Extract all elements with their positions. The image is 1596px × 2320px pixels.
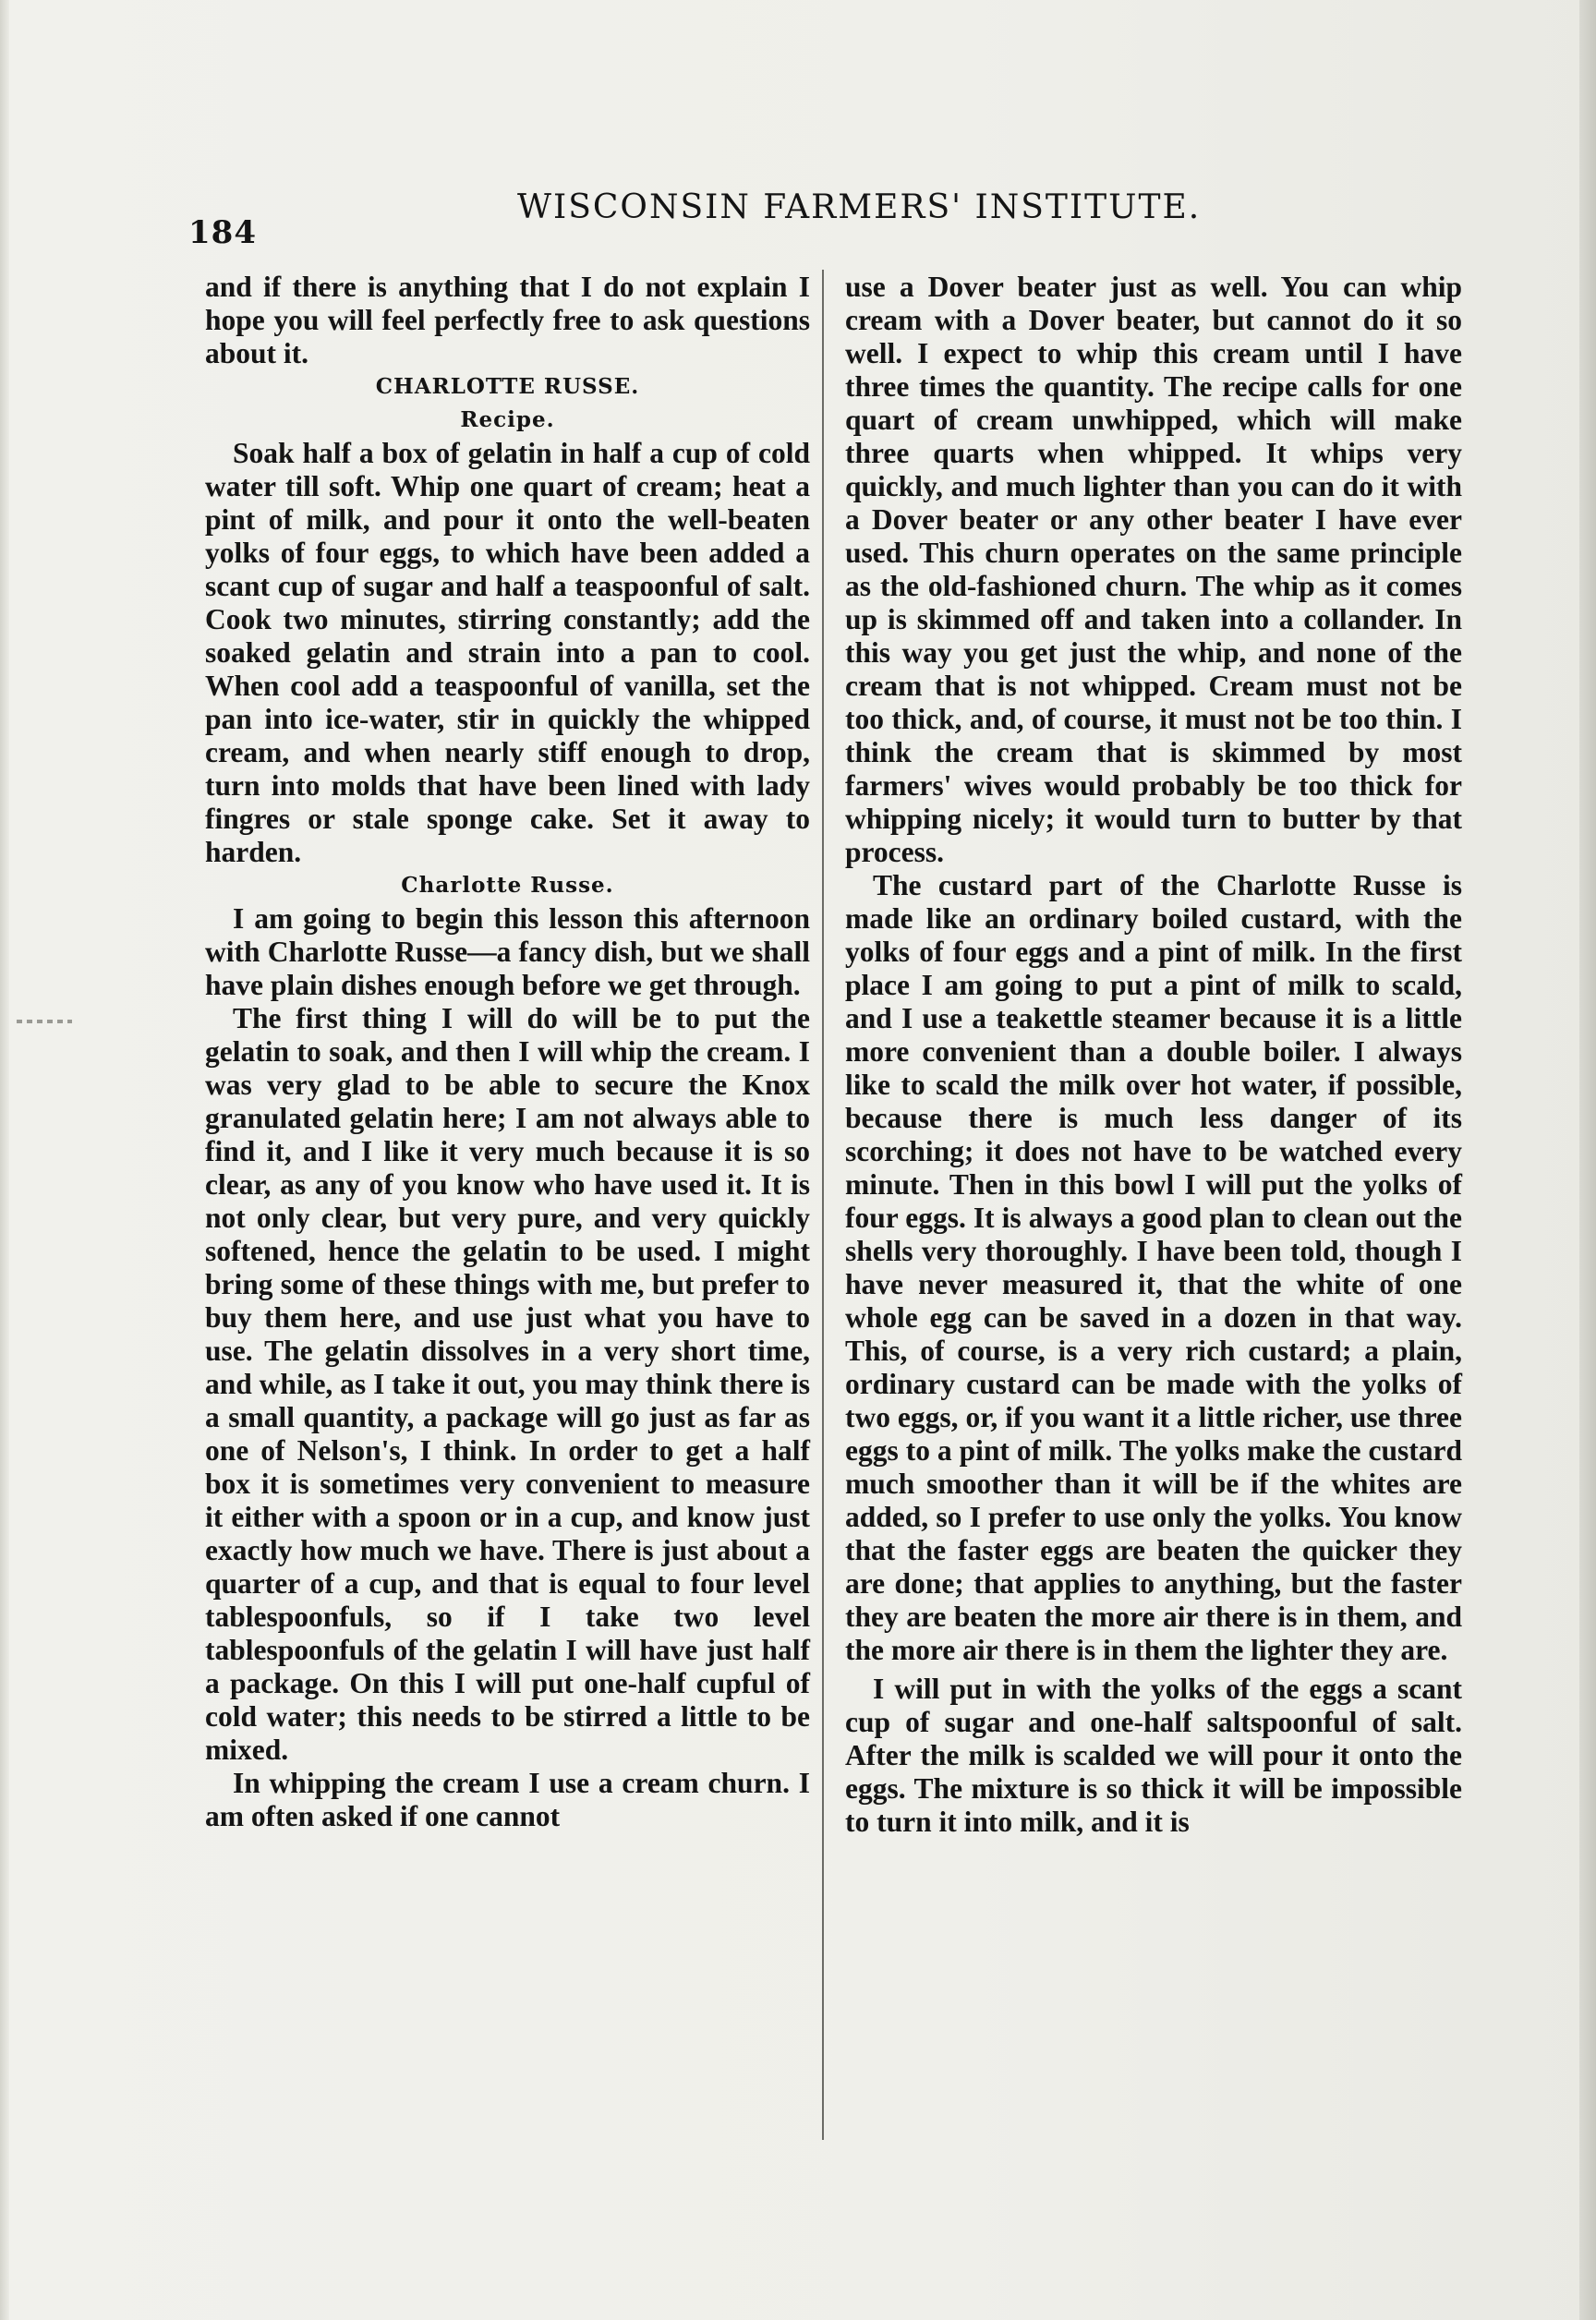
body-paragraph: use a Dover beater just as well. You can whip cream with a Dover beater, but cannot do it so well. I expect to whip this cream until I have three times the quantity. The recipe calls for one quart of cream unwhipped, which will make three quarts when whipped. It whips very quickly, and much lighter than you can do it with a Dover beater or any other beater I have ever used. This churn operates on the same principle as the old-fashioned churn. The whip as it comes up is skimmed off and taken into a collander. In this way you get just the whip, and none of the cream that is not whipped. Cream must not be too thick, and, of course, it must not be too thin. I think the cream that is skimmed by most farmers' wives would probably be too thick for whipping nicely; it would turn to butter by that process. — [845, 271, 1462, 868]
right-column — [845, 271, 1462, 1839]
page-right-edge — [1579, 0, 1596, 2320]
running-title: WISCONSIN FARMERS' INSTITUTE. — [517, 188, 1202, 226]
section-heading: CHARLOTTE RUSSE. — [375, 374, 640, 399]
intro-paragraph: and if there is anything that I do not explain I hope you will feel perfectly free to ask questions about it. — [205, 271, 810, 369]
page-number: 184 — [188, 214, 257, 251]
left-column — [205, 271, 810, 1833]
margin-scan-mark — [17, 1020, 72, 1023]
page-header — [0, 188, 1596, 251]
body-paragraph: In whipping the cream I use a cream churn. I am often asked if one cannot — [205, 1767, 810, 1832]
recipe-paragraph: Soak half a box of gelatin in half a cup of cold water till soft. Whip one quart of cream; heat a pint of milk, and pour it onto the well-beaten yolks of four eggs, to which have been added a scant cup of sugar and half a teaspoonful of salt. Cook two minutes, stirring constantly; add the soaked gelatin and strain into a pan to cool. When cool add a teaspoonful of vanilla, set the pan into ice-water, stir in quickly the whipped cream, and when nearly stiff enough to drop, turn into molds that have been lined with lady fingres or stale sponge cake. Set it away to harden. — [205, 437, 810, 868]
column-rule — [822, 270, 824, 2140]
body-paragraph: The custard part of the Charlotte Russe is made like an ordinary boiled custard, with the yolks of four eggs and a pint of milk. In the first place I am going to put a pint of milk to scald, and I use a teakettle steamer because it is a little more convenient than a double boiler. I always like to scald the milk over hot water, if possible, because there is much less danger of its scorching; it does not have to be watched every minute. Then in this bowl I will put the yolks of four eggs. It is always a good plan to clean out the shells very thoroughly. I have been told, though I have never measured it, that the white of one whole egg can be saved in a dozen in that way. This, of course, is a very rich custard; a plain, ordinary custard can be made with the yolks of two eggs, or, if you want it a little richer, use three eggs to a pint of milk. The yolks make the custard much smoother than it will be if the whites are added, so I prefer to use only the yolks. You know that the faster eggs are beaten the quicker they are done; that applies to anything, but the faster they are beaten the more air there is in them, and the more air there is in them the lighter they are. — [845, 869, 1462, 1666]
body-paragraph: The first thing I will do will be to put the gelatin to soak, and then I will whip the cream. I was very glad to be able to secure the Knox granulated gelatin here; I am not always able to find it, and I like it very much because it is so clear, as any of you know who have used it. It is not only clear, but very pure, and very quickly softened, hence the gelatin to be used. I might bring some of these things with me, but prefer to buy them here, and use just what you have to use. The gelatin dissolves in a very short time, and while, as I take it out, you may think there is a small quantity, a package will go just as far as one of Nelson's, I think. In order to get a half box it is sometimes very convenient to measure it either with a spoon or in a cup, and know just exactly how much we have. There is just about a quarter of a cup, and that is equal to four level tablespoonfuls, so if I take two level tablespoonfuls of the gelatin I will have just half a package. On this I will put one-half cupful of cold water; this needs to be stirred a little to be mixed. — [205, 1002, 810, 1766]
recipe-heading: Recipe. — [460, 407, 555, 432]
body-paragraph: I will put in with the yolks of the eggs a scant cup of sugar and one-half saltspoonful of salt. After the milk is scalded we will pour it onto the eggs. The mixture is so thick it will be impossible to turn it into milk, and it is — [845, 1673, 1462, 1838]
page-left-edge — [0, 0, 9, 2320]
lesson-heading: Charlotte Russe. — [401, 873, 614, 898]
body-paragraph: I am going to begin this lesson this afternoon with Charlotte Russe—a fancy dish, but we shall have plain dishes enough before we get through. — [205, 902, 810, 1001]
